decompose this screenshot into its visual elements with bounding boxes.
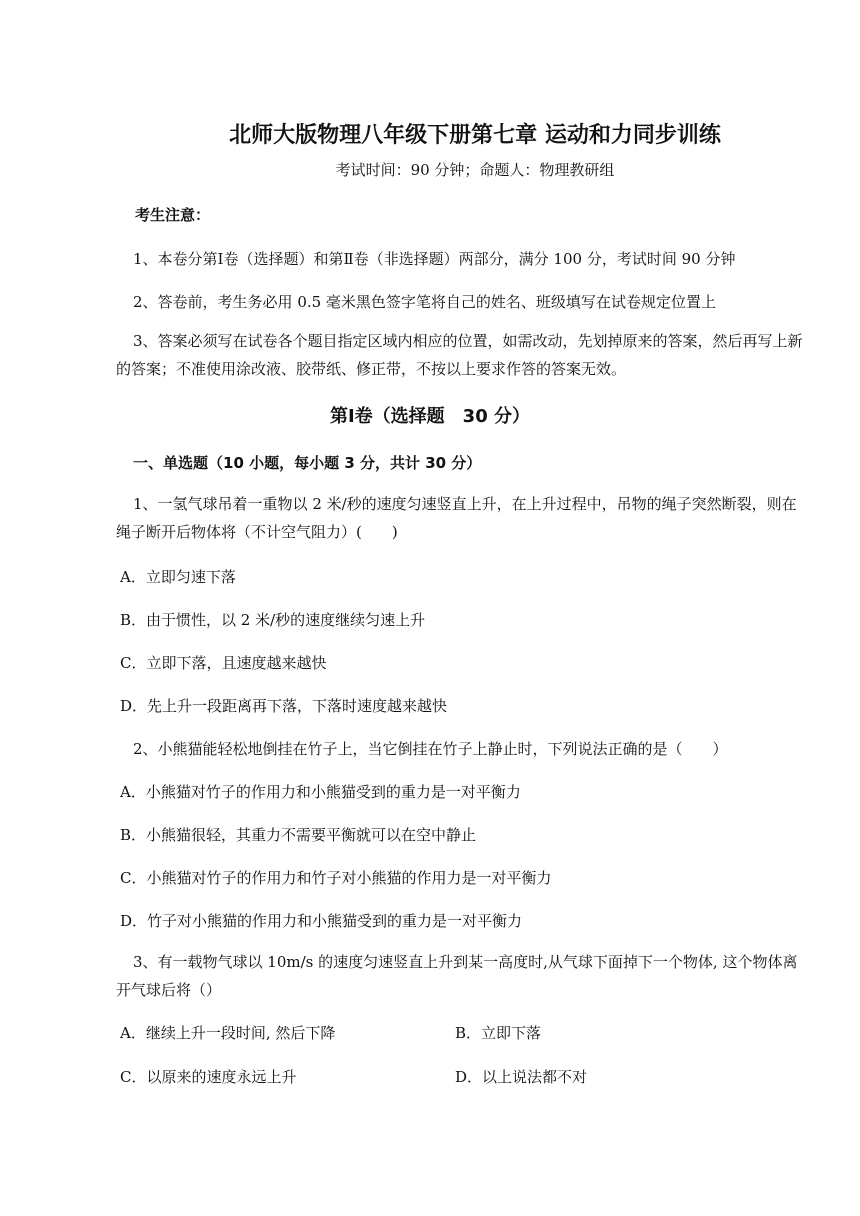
- notice-heading: 考生注意：: [135, 206, 211, 224]
- question-2-option-d: D．竹子对小熊猫的作用力和小熊猫受到的重力是一对平衡力: [120, 912, 523, 930]
- exam-subtitle: 考试时间：90 分钟；命题人：物理教研组: [335, 161, 615, 179]
- section-title: 第Ⅰ卷（选择题 30 分）: [329, 406, 530, 427]
- notice-item-2: 2、答卷前，考生务必用 0.5 毫米黑色签字笔将自己的姓名、班级填写在试卷规定位置上: [133, 293, 716, 311]
- question-stem-3: 3、有一载物气球以 10m/s 的速度匀速竖直上升到某一高度时,从气球下面掉下一个物体, 这个物体离开气球后将（）: [116, 953, 798, 999]
- question-2-option-b: B．小熊猫很轻，其重力不需要平衡就可以在空中静止: [120, 826, 477, 844]
- notice-item-1: 1、本卷分第Ⅰ卷（选择题）和第Ⅱ卷（非选择题）两部分，满分 100 分，考试时间 90 分钟: [133, 250, 736, 268]
- question-1-option-a: A．立即匀速下落: [120, 568, 236, 586]
- question-3-option-b: B．立即下落: [455, 1024, 542, 1042]
- question-3-option-c: C．以原来的速度永远上升: [120, 1068, 297, 1086]
- question-3-option-a: A．继续上升一段时间, 然后下降: [120, 1024, 336, 1042]
- question-2-option-c: C．小熊猫对竹子的作用力和竹子对小熊猫的作用力是一对平衡力: [120, 869, 552, 887]
- question-stem-1: 1、一氢气球吊着一重物以 2 米/秒的速度匀速竖直上升，在上升过程中，吊物的绳子突然断裂，则在绳子断开后物体将（不计空气阻力）( ): [116, 495, 797, 541]
- page-title: 北师大版物理八年级下册第七章 运动和力同步训练: [229, 123, 721, 148]
- question-stem-2: 2、小熊猫能轻松地倒挂在竹子上，当它倒挂在竹子上静止时，下列说法正确的是（ ）: [133, 740, 728, 758]
- notice-item-3: 3、答案必须写在试卷各个题目指定区域内相应的位置，如需改动，先划掉原来的答案，然后再写上新的答案；不准使用涂改液、胶带纸、修正带，不按以上要求作答的答案无效。: [116, 332, 803, 378]
- question-1-option-c: C．立即下落，且速度越来越快: [120, 654, 327, 672]
- question-1-option-b: B．由于惯性，以 2 米/秒的速度继续匀速上升: [120, 611, 426, 629]
- question-2-option-a: A．小熊猫对竹子的作用力和小熊猫受到的重力是一对平衡力: [120, 783, 521, 801]
- part-heading: 一、单选题（10 小题，每小题 3 分，共计 30 分）: [133, 454, 482, 472]
- question-1-option-d: D．先上升一段距离再下落，下落时速度越来越快: [120, 697, 448, 715]
- question-3-option-d: D．以上说法都不对: [455, 1068, 588, 1086]
